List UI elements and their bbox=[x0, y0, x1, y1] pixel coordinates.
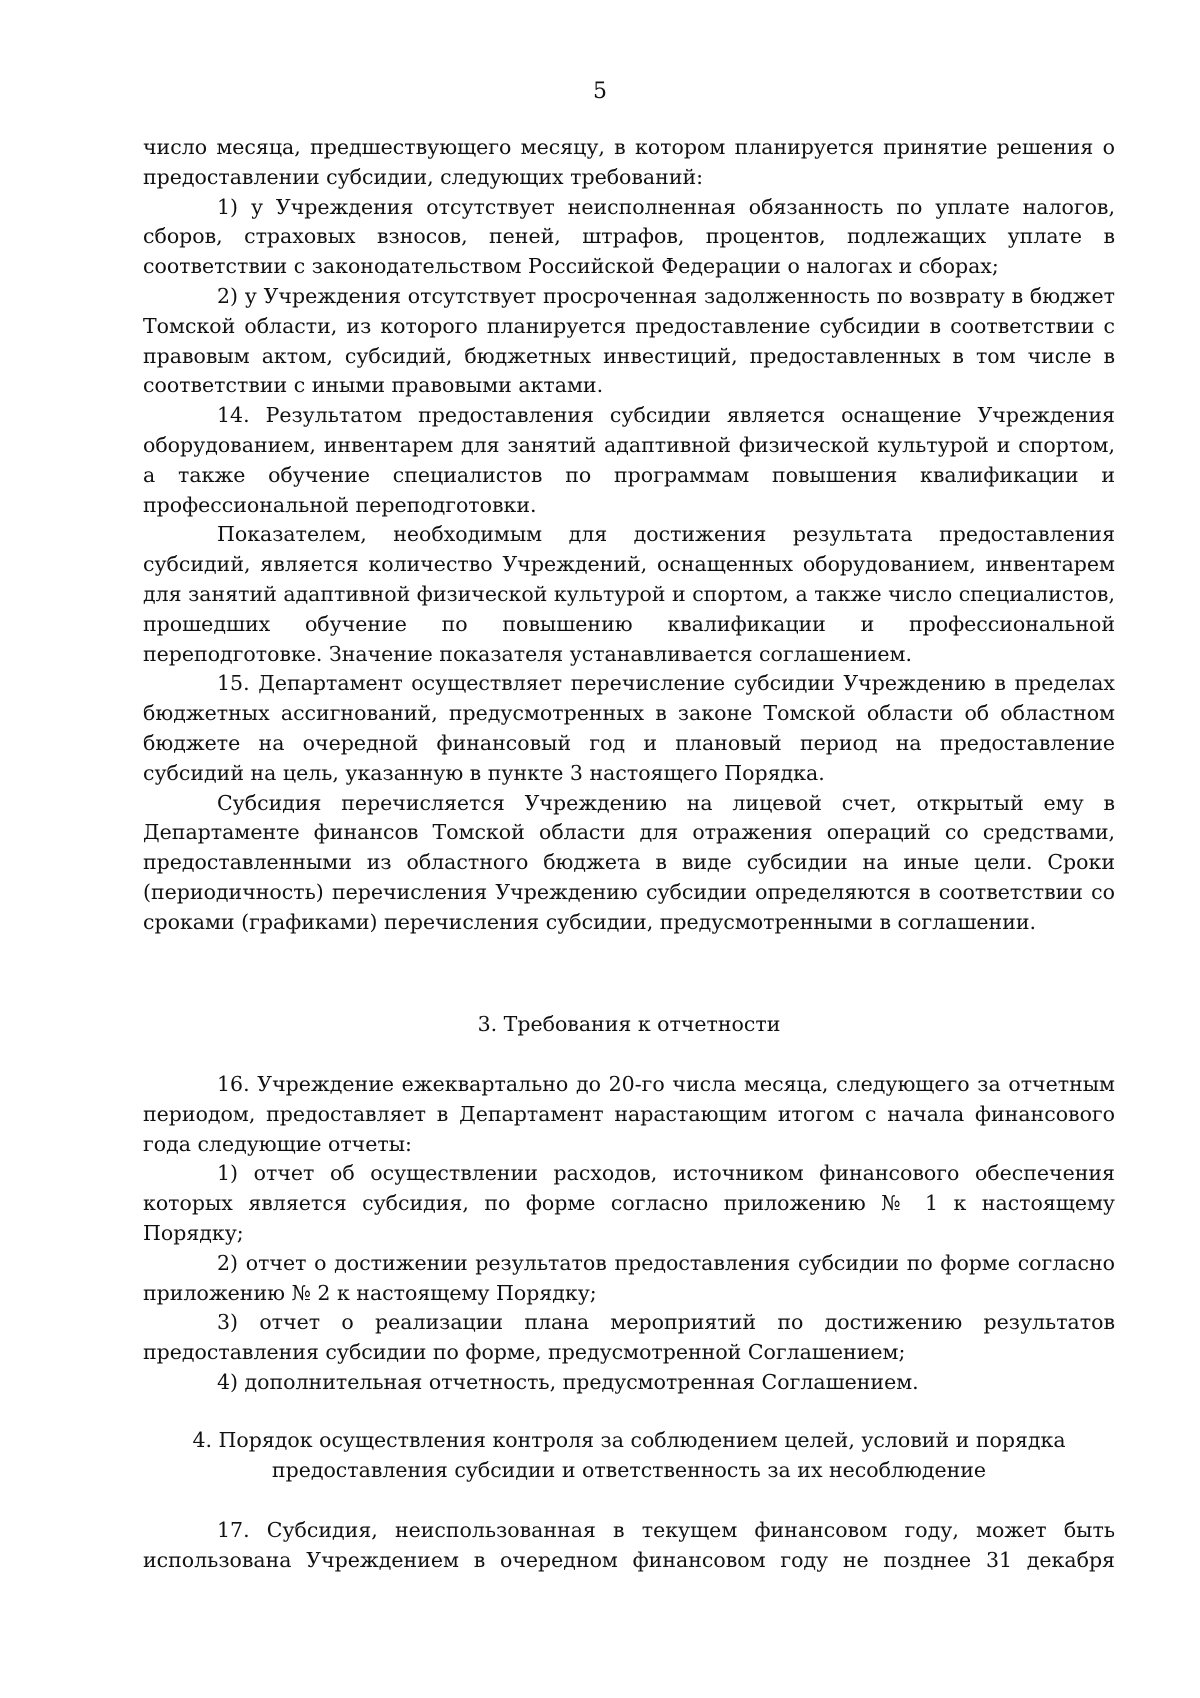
section-heading-line-2: предоставления субсидии и ответственность за их несоблюдение bbox=[271, 1457, 987, 1482]
paragraph: 4) дополнительная отчетность, предусмотренная Соглашением. bbox=[217, 1369, 919, 1394]
paragraph: Субсидия перечисляется Учреждению на лицевой счет, открытый ему в Департаменте финансов Томской области для отражения операций со средствами, предоставленными из областного бюджета в виде субсидии на иные цели. Сроки (периодичность) перечисления Учреждению субсидии определяются в соответствии со сроками (графиками) перечисления субсидии, предусмотренными в соглашении. bbox=[143, 790, 1115, 934]
page-number: 5 bbox=[593, 79, 607, 104]
section-heading-text: 3. Требования к отчетности bbox=[477, 1012, 781, 1036]
text-block-subsidy-requirements bbox=[143, 133, 1115, 938]
paragraph: Показателем, необходимым для достижения результата предоставления субсидий, является количество Учреждений, оснащенных оборудованием, инвентарем для занятий адаптивной физической культурой и спортом, а также число специалистов, прошедших обучение по повышению квалификации и профессиональной переподготовке. Значение показателя устанавливается соглашением. bbox=[143, 522, 1115, 666]
paragraph: 2) у Учреждения отсутствует просроченная задолженность по возврату в бюджет Томской области, из которого планируется предоставление субсидии в соответствии с правовым актом, субсидий, бюджетных инвестиций, предоставленных в том числе в соответствии с иными правовыми актами. bbox=[143, 283, 1115, 398]
paragraph: 14. Результатом предоставления субсидии является оснащение Учреждения оборудованием, инвентарем для занятий адаптивной физической культурой и спортом, а также обучение специалистов по программам повышения квалификации и профессиональной переподготовки. bbox=[143, 403, 1115, 517]
text-block-reporting bbox=[143, 1070, 1115, 1398]
paragraph: 3) отчет о реализации плана мероприятий по достижению результатов предоставления субсидии по форме, предусмотренной Соглашением; bbox=[143, 1310, 1115, 1365]
paragraph: 1) отчет об осуществлении расходов, источником финансового обеспечения которых является субсидия, по форме согласно приложению № 1 к настоящему Порядку; bbox=[143, 1161, 1115, 1245]
paragraph: 17. Субсидия, неиспользованная в текущем финансовом году, может быть использована Учреждением в очередном финансовом году не позднее 31 декабря bbox=[143, 1518, 1115, 1572]
text-block-control bbox=[143, 1516, 1115, 1576]
paragraph: 1) у Учреждения отсутствует неисполненная обязанность по уплате налогов, сборов, страховых взносов, пеней, штрафов, процентов, подлежащих уплате в соответствии с законодательством Российской Федерации о налогах и сборах; bbox=[143, 194, 1115, 279]
paragraph: 15. Департамент осуществляет перечисление субсидии Учреждению в пределах бюджетных ассигнований, предусмотренных в законе Томской области об областном бюджете на очередной финансовый год и плановый период на предоставление субсидий на цель, указанную в пункте 3 настоящего Порядка. bbox=[143, 671, 1115, 785]
paragraph: число месяца, предшествующего месяцу, в котором планируется принятие решения о предоставлении субсидии, следующих требований: bbox=[143, 135, 1115, 189]
section-heading-reporting bbox=[143, 1010, 1115, 1040]
paragraph: 2) отчет о достижении результатов предоставления субсидии по форме согласно приложению № 2 к настоящему Порядку; bbox=[143, 1250, 1115, 1305]
paragraph: 16. Учреждение ежеквартально до 20-го числа месяца, следующего за отчетным периодом, предоставляет в Департамент нарастающим итогом с начала финансового года следующие отчеты: bbox=[143, 1072, 1115, 1156]
section-heading-control bbox=[143, 1426, 1115, 1486]
section-heading-line-1: 4. Порядок осуществления контроля за соблюдением целей, условий и порядка bbox=[192, 1428, 1066, 1452]
